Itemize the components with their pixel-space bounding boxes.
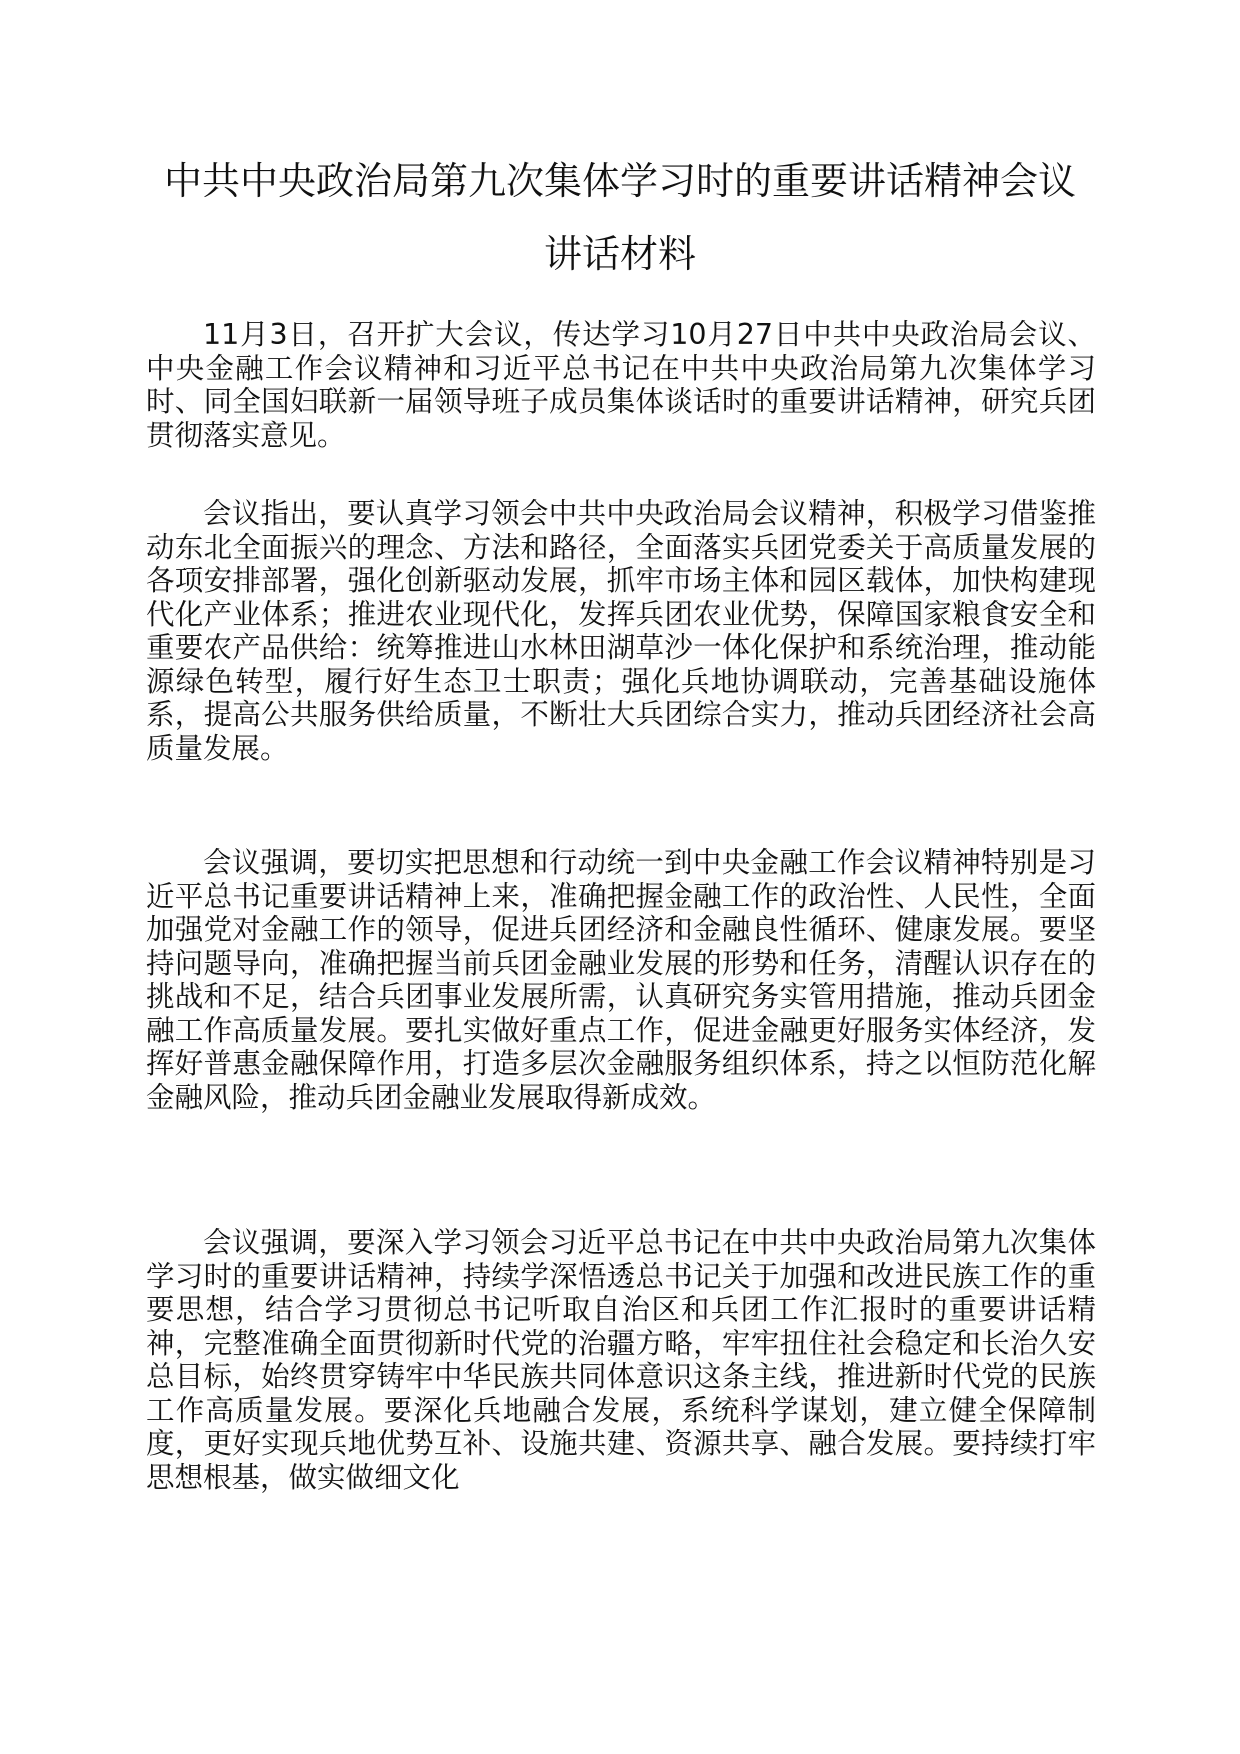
paragraph-1: 11月3日，召开扩大会议，传达学习10月27日中共中央政治局会议、中央金融工作会议精神和习近平总书记在中共中央政治局第九次集体学习时、同全国妇联新一届领导班子成员集体谈话时的重要讲话精神，研究兵团贯彻落实意见。 <box>146 318 1096 452</box>
document-title-line1: 中共中央政治局第九次集体学习时的重要讲话精神会议 <box>163 159 1076 203</box>
document-title-line2: 讲话材料 <box>543 232 696 276</box>
paragraph-2: 会议指出，要认真学习领会中共中央政治局会议精神，积极学习借鉴推动东北全面振兴的理念、方法和路径，全面落实兵团党委关于高质量发展的各项安排部署，强化创新驱动发展，抓牢市场主体和园区载体，加快构建现代化产业体系；推进农业现代化，发挥兵团农业优势，保障国家粮食安全和重要农产品供给：统筹推进山水林田湖草沙一体化保护和系统治理，推动能源绿色转型，履行好生态卫士职责；强化兵地协调联动，完善基础设施体系，提高公共服务供给质量，不断壮大兵团综合实力，推动兵团经济社会高质量发展。 <box>146 497 1096 765</box>
paragraph-3: 会议强调，要切实把思想和行动统一到中央金融工作会议精神特别是习近平总书记重要讲话精神上来，准确把握金融工作的政治性、人民性，全面加强党对金融工作的领导，促进兵团经济和金融良性循环、健康发展。要坚持问题导向，准确把握当前兵团金融业发展的形势和任务，清醒认识存在的挑战和不足，结合兵团事业发展所需，认真研究务实管用措施，推动兵团金融工作高质量发展。要扎实做好重点工作，促进金融更好服务实体经济，发挥好普惠金融保障作用，打造多层次金融服务组织体系，持之以恒防范化解金融风险，推动兵团金融业发展取得新成效。 <box>146 846 1096 1114</box>
paragraph-4: 会议强调，要深入学习领会习近平总书记在中共中央政治局第九次集体学习时的重要讲话精神，持续学深悟透总书记关于加强和改进民族工作的重要思想，结合学习贯彻总书记听取自治区和兵团工作汇报时的重要讲话精神，完整准确全面贯彻新时代党的治疆方略，牢牢扭住社会稳定和长治久安总目标，始终贯穿铸牢中华民族共同体意识这条主线，推进新时代党的民族工作高质量发展。要深化兵地融合发展，系统科学谋划，建立健全保障制度，更好实现兵地优势互补、设施共建、资源共享、融合发展。要持续打牢思想根基，做实做细文化 <box>146 1226 1096 1494</box>
